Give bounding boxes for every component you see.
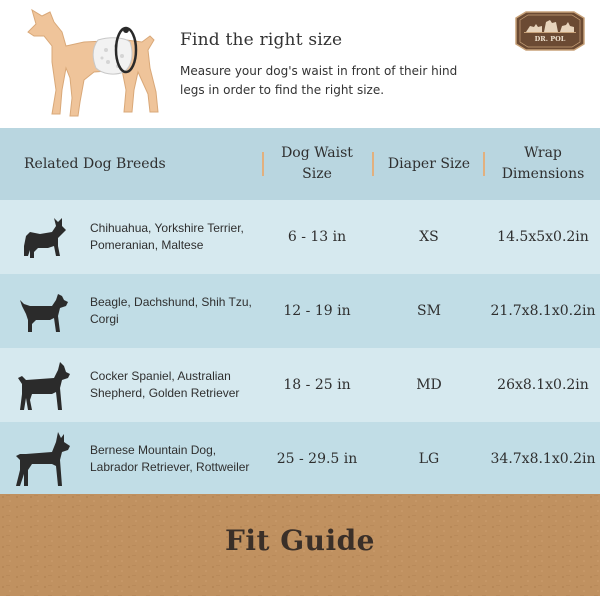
wrap-cell: 14.5x5x0.2in [497, 229, 589, 245]
size-cell: SM [417, 303, 441, 319]
table-row [0, 200, 600, 274]
header-wrap-dimensions: Wrap Dimensions [501, 145, 585, 182]
small-terrier-silhouette-icon [10, 280, 74, 342]
table-header-row [0, 128, 600, 200]
wrap-cell: 21.7x8.1x0.2in [490, 303, 596, 319]
header-diaper-size: Diaper Size [387, 155, 471, 172]
size-cell: XS [419, 229, 439, 245]
header-separator [372, 152, 374, 176]
size-cell: MD [416, 377, 442, 393]
header-separator [483, 152, 485, 176]
fit-guide-title: Fit Guide [225, 524, 375, 557]
logo-text: DR. POL [534, 35, 566, 43]
footer-banner [0, 494, 600, 596]
waist-cell: 25 - 29.5 in [276, 451, 358, 467]
dr-pol-logo [512, 10, 588, 52]
breeds-cell: Beagle, Dachshund, Shih Tzu, Corgi [90, 295, 252, 326]
size-cell: LG [418, 451, 440, 467]
small-dog-silhouette-icon [10, 206, 74, 268]
wrap-cell: 26x8.1x0.2in [497, 377, 589, 393]
size-table [0, 128, 600, 494]
table-row [0, 348, 600, 422]
header-dog-waist-size: Dog Waist Size [281, 145, 353, 182]
table-row [0, 422, 600, 494]
find-size-title: Find the right size [180, 30, 343, 50]
waist-cell: 6 - 13 in [287, 229, 347, 245]
dog-wearing-diaper-icon [22, 2, 160, 122]
wrap-cell: 34.7x8.1x0.2in [490, 451, 596, 467]
large-doberman-silhouette-icon [10, 428, 74, 490]
header-related-breeds: Related Dog Breeds [24, 155, 166, 172]
find-size-description: Measure your dog's waist in front of their hind legs in order to find the right size. [180, 64, 458, 97]
table-row [0, 274, 600, 348]
breeds-cell: Cocker Spaniel, Australian Shepherd, Golden Retriever [90, 369, 240, 400]
medium-dog-silhouette-icon [10, 354, 74, 416]
waist-cell: 18 - 25 in [283, 377, 351, 393]
breeds-cell: Chihuahua, Yorkshire Terrier, Pomeranian, Maltese [90, 221, 244, 252]
header-section [0, 0, 600, 128]
waist-cell: 12 - 19 in [283, 303, 351, 319]
breeds-cell: Bernese Mountain Dog, Labrador Retriever, Rottweiler [90, 443, 250, 474]
